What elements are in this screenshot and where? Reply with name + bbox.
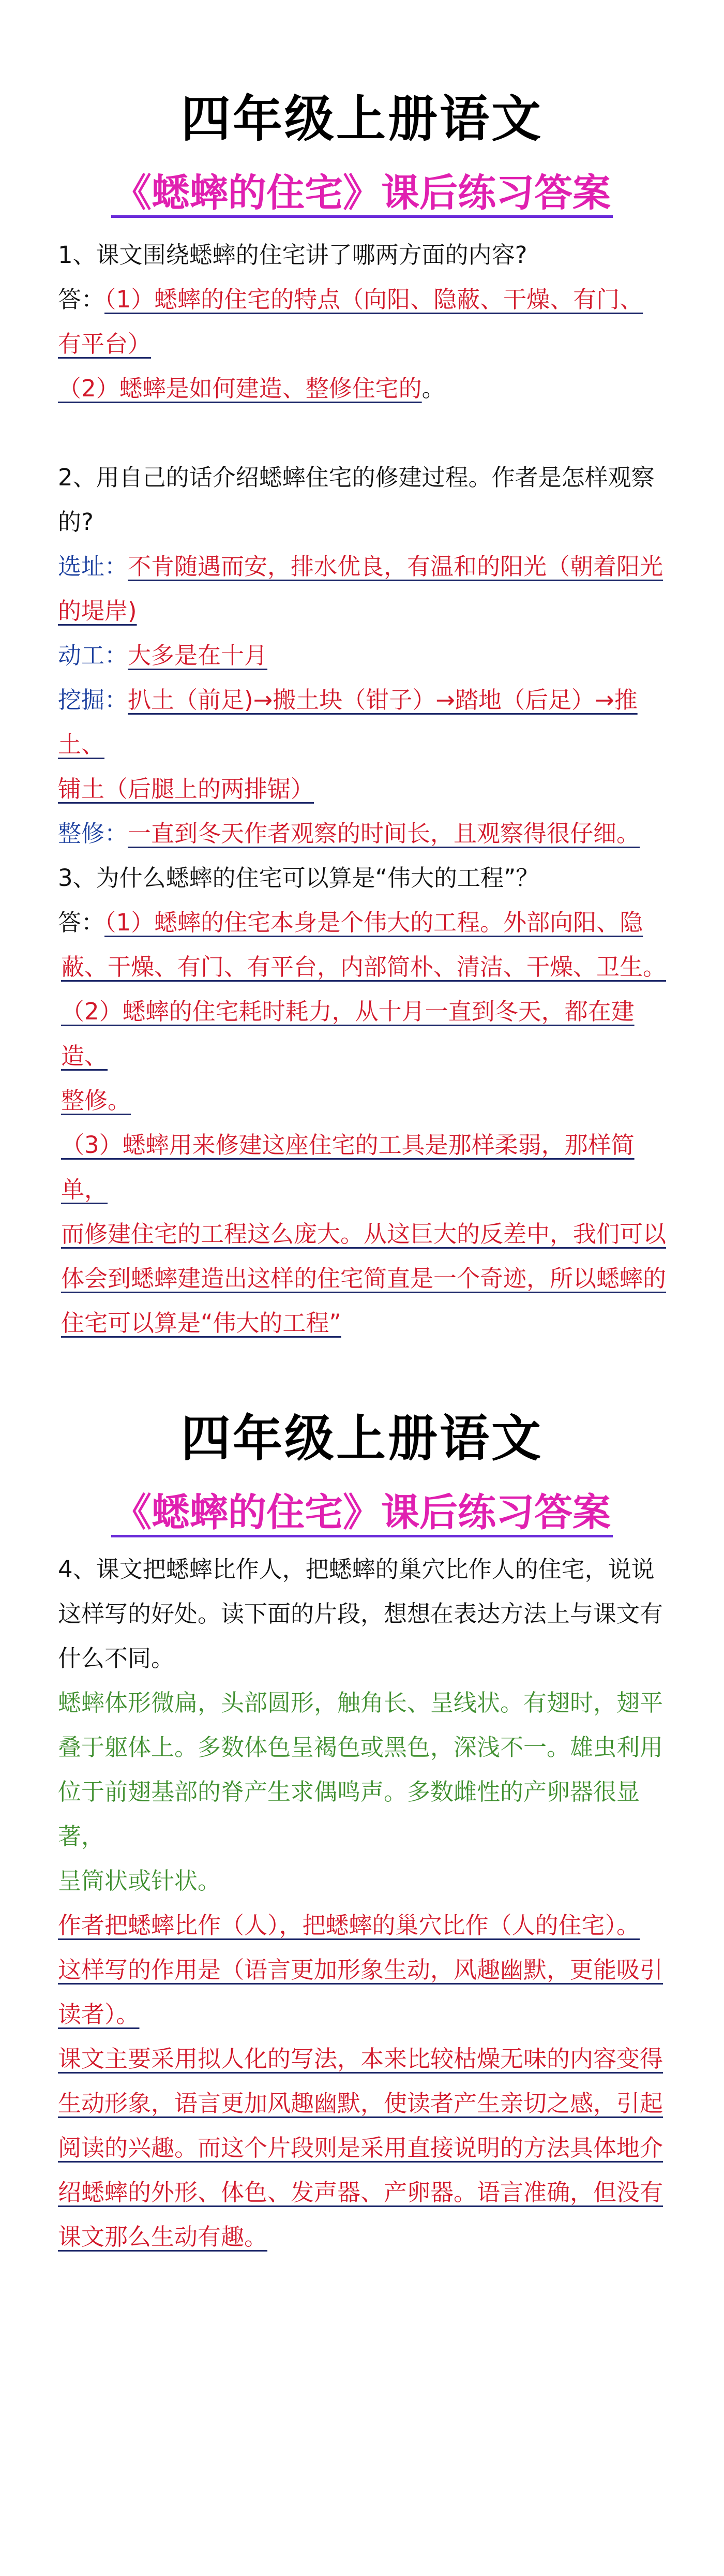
passage-line-4: 呈筒状或针状。 [58, 1867, 221, 1894]
page-2-content [58, 1547, 678, 2259]
answer-text: 这样写的作用是（语言更加形象生动，风趣幽默，更能吸引 [58, 1956, 663, 1983]
start-label: 动工： [58, 642, 128, 669]
answer-4-2-line-2 [58, 2081, 678, 2126]
answer-text: （1）蟋蟀的住宅本身是个伟大的工程。外部向阳、隐 [104, 909, 643, 936]
answer-text: 蔽、干燥、有门、有平台，内部简朴、清洁、干燥、卫生。 [61, 953, 667, 981]
question-2-line-1: 2、用自己的话介绍蟋蟀住宅的修建过程。作者是怎样观察 [58, 464, 655, 491]
start-work-line [58, 633, 678, 678]
question-4-line-1: 4、课文把蟋蟀比作人，把蟋蟀的巢穴比作人的住宅，说说 [58, 1556, 655, 1583]
answer-label: 答： [58, 909, 105, 936]
answer-4-1-line-2 [58, 1948, 678, 1992]
question-2-line-2: 的? [58, 508, 94, 536]
page-1-content [58, 233, 678, 1345]
answer-text: 课文那么生动有趣。 [58, 2223, 268, 2251]
answer-3-1-line-1 [58, 900, 678, 945]
answer-4-2-line-1 [58, 2037, 678, 2081]
answer-3-3-line-3 [58, 1256, 678, 1301]
answer-4-2-line-3 [58, 2126, 678, 2170]
digging-line-1 [58, 678, 678, 767]
answer-text: 住宅可以算是“伟大的工程” [61, 1309, 341, 1337]
answer-text: 不肯随遇而安，排水优良，有温和的阳光（朝着阳光 [128, 553, 663, 580]
passage-line-2: 叠于躯体上。多数体色呈褐色或黑色，深浅不一。雄虫利用 [58, 1734, 663, 1761]
question-3: 3、为什么蟋蟀的住宅可以算是“伟大的工程”？ [58, 864, 539, 892]
page-title: 四年级上册语文 [181, 90, 543, 148]
answer-text: （2）蟋蟀的住宅耗时耗力，从十月一直到冬天，都在建造、 [61, 998, 635, 1070]
answer-text: 扒土（前足)→搬土块（钳子）→踏地（后足）→推土、 [58, 686, 638, 758]
answer-text: 铺土（后腿上的两排锯） [58, 775, 314, 803]
answer-text: 大多是在十月 [128, 642, 268, 669]
answer-1-line-2 [58, 322, 678, 366]
answer-4-2-line-5 [58, 2215, 678, 2259]
worksheet-page-2 [0, 1320, 724, 2251]
answer-period: 。 [421, 375, 445, 402]
spacer [58, 411, 678, 455]
subtitle-text: 《蟋蟀的住宅》课后练习答案 [111, 1490, 613, 1537]
answer-4-1-line-1 [58, 1903, 678, 1948]
question-4-line-3: 什么不同。 [58, 1645, 175, 1672]
answer-text: 的堤岸) [58, 597, 137, 625]
answer-4-1-line-3 [58, 1992, 678, 2037]
answer-text: 有平台） [58, 330, 152, 358]
answer-3-3-line-1 [58, 1123, 678, 1212]
answer-text: 阅读的兴趣。而这个片段则是采用直接说明的方法具体地介 [58, 2134, 663, 2162]
answer-text: （1）蟋蟀的住宅的特点（向阳、隐蔽、干燥、有门、 [104, 286, 643, 313]
answer-text: （3）蟋蟀用来修建这座住宅的工具是那样柔弱，那样简单， [61, 1131, 635, 1203]
repair-line [58, 811, 678, 856]
answer-text: 课文主要采用拟人化的写法，本来比较枯燥无味的内容变得 [58, 2045, 663, 2072]
answer-4-2-line-4 [58, 2170, 678, 2215]
answer-text: 绍蟋蟀的外形、体色、发声器、产卵器。语言准确，但没有 [58, 2179, 663, 2206]
question-4-line-2: 这样写的好处。读下面的片段，想想在表达方法上与课文有 [58, 1600, 663, 1627]
page-title: 四年级上册语文 [181, 1410, 543, 1468]
passage-line-1: 蟋蟀体形微扁，头部圆形，触角长、呈线状。有翅时，翅平 [58, 1689, 663, 1716]
answer-text: 体会到蟋蟀建造出这样的住宅简直是一个奇迹，所以蟋蟀的 [61, 1265, 667, 1292]
subtitle-text: 《蟋蟀的住宅》课后练习答案 [111, 171, 613, 218]
answer-text: 一直到冬天作者观察的时间长，且观察得很仔细。 [128, 820, 640, 847]
answer-1-line-1 [58, 277, 678, 322]
digging-line-2 [58, 767, 678, 811]
answer-3-3-line-2 [58, 1212, 678, 1256]
answer-3-1-line-2 [58, 945, 678, 989]
answer-1-line-3 [58, 366, 678, 411]
question-1: 1、课文围绕蟋蟀的住宅讲了哪两方面的内容? [58, 241, 527, 269]
answer-label: 答： [58, 286, 105, 313]
dig-label: 挖掘： [58, 686, 128, 714]
repair-label: 整修： [58, 820, 128, 847]
answer-text: 生动形象，语言更加风趣幽默，使读者产生亲切之感，引起 [58, 2090, 663, 2117]
passage-line-3: 位于前翅基部的脊产生求偶鸣声。多数雌性的产卵器很显著， [58, 1778, 640, 1850]
page-subtitle [0, 170, 724, 216]
answer-3-2-line-1 [58, 989, 678, 1078]
answer-text: （2）蟋蟀是如何建造、整修住宅的 [58, 375, 422, 402]
answer-text: 整修。 [61, 1087, 131, 1114]
answer-text: 读者）。 [58, 2001, 140, 2028]
answer-text: 作者把蟋蟀比作（人），把蟋蟀的巢穴比作（人的住宅）。 [58, 1912, 640, 1939]
site-selection-line-1 [58, 544, 678, 589]
answer-text: 而修建住宅的工程这么庞大。从这巨大的反差中，我们可以 [61, 1220, 667, 1248]
site-selection-line-2 [58, 589, 678, 633]
site-label: 选址： [58, 553, 128, 580]
page-subtitle [0, 1489, 724, 1536]
answer-3-2-line-2 [58, 1078, 678, 1123]
